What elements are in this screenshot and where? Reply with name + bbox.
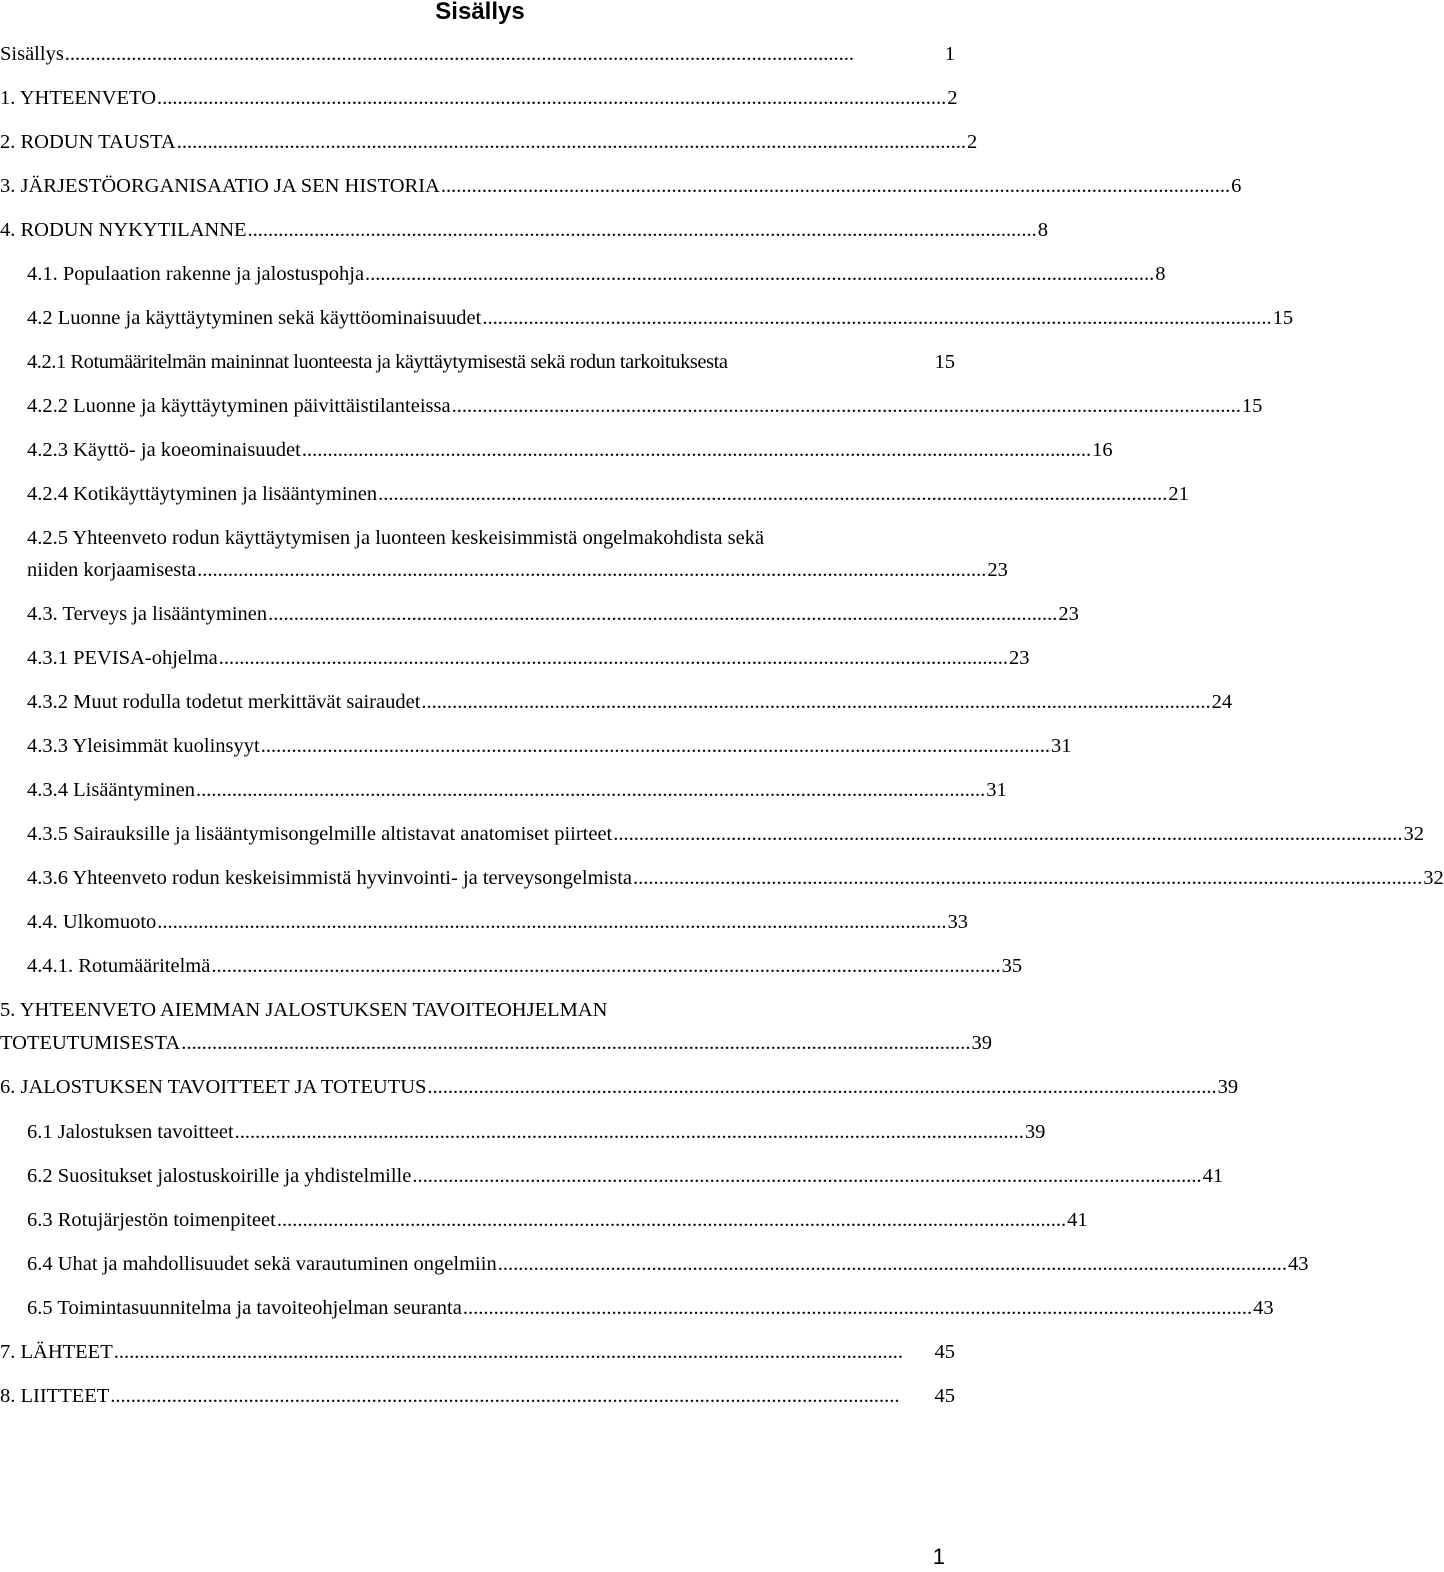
toc-entry[interactable]	[27, 778, 1007, 802]
toc-entry[interactable]	[27, 822, 1425, 846]
toc-entry-label: 4.3. Terveys ja lisääntyminen	[27, 603, 268, 625]
toc-entry-label: 3. JÄRJESTÖORGANISAATIO JA SEN HISTORIA	[0, 175, 440, 197]
toc-entry-label: niiden korjaamisesta	[27, 559, 197, 581]
toc-entry-page: 45	[934, 1385, 955, 1407]
dot-leader: ..........................................................................................................................................................	[427, 1076, 1217, 1098]
dot-leader: ..........................................................................................................................................................	[378, 483, 1168, 505]
toc-entry-page: 39	[1024, 1121, 1046, 1143]
toc-entry-label: 6.1 Jalostuksen tavoitteet	[27, 1121, 234, 1143]
toc-entry-label: 4.4.1. Rotumääritelmä	[27, 955, 211, 977]
toc-entry-page: 33	[947, 911, 969, 933]
toc-entry-label: 6.4 Uhat ja mahdollisuudet sekä varautuminen ongelmiin	[27, 1253, 497, 1275]
toc-entry-label: 4.2.2 Luonne ja käyttäytyminen päivittäistilanteissa	[27, 395, 451, 417]
toc-entry-label: 8. LIITTEET	[0, 1385, 110, 1407]
toc-entry-label: 4. RODUN NYKYTILANNE	[0, 219, 247, 241]
toc-entry-label: 4.3.5 Sairauksille ja lisääntymisongelmille altistavat anatomiset piirteet	[27, 823, 613, 845]
dot-leader: ..........................................................................................................................................................	[497, 1253, 1287, 1275]
toc-entry[interactable]	[27, 646, 1030, 670]
toc-entry-page: 23	[987, 559, 1008, 581]
toc-entry-page: 15	[1272, 307, 1294, 329]
dot-leader: ..........................................................................................................................................................	[197, 559, 987, 581]
toc-entry[interactable]	[27, 866, 1444, 890]
toc-entry[interactable]	[27, 690, 1233, 714]
toc-entry-label: 4.2.1 Rotumääritelmän maininnat luonteesta ja käyttäytymisestä sekä rodun tarkoituksesta	[27, 351, 728, 373]
dot-leader: ..........................................................................................................................................................	[211, 955, 1001, 977]
toc-entry[interactable]	[0, 218, 1049, 242]
toc-entry-page: 23	[1058, 603, 1079, 625]
dot-leader: ..........................................................................................................................................................	[301, 439, 1092, 461]
toc-entry-page: 21	[1168, 483, 1189, 505]
toc-entry-label: 4.4. Ulkomuoto	[27, 911, 157, 933]
toc-entry[interactable]	[27, 350, 955, 374]
toc-entry[interactable]	[0, 42, 955, 66]
toc-entry-page: 8	[1155, 263, 1166, 285]
dot-leader: ..........................................................................................................................................................	[110, 1385, 900, 1407]
toc-entry[interactable]	[27, 394, 1263, 418]
toc-entry[interactable]	[0, 130, 978, 154]
toc-entry-label: 1. YHTEENVETO	[0, 87, 157, 109]
toc-entry-label: 4.2 Luonne ja käyttäytyminen sekä käyttöominaisuudet	[27, 307, 482, 329]
dot-leader: ..........................................................................................................................................................	[462, 1297, 1253, 1319]
dot-leader: ..........................................................................................................................................................	[613, 823, 1403, 845]
toc-entry-label: 7. LÄHTEET	[0, 1341, 113, 1363]
dot-leader: ..........................................................................................................................................................	[195, 779, 986, 801]
dot-leader: ..........................................................................................................................................................	[482, 307, 1272, 329]
dot-leader: ..........................................................................................................................................................	[247, 219, 1037, 241]
toc-entry-page: 31	[1050, 735, 1072, 757]
dot-leader: ..........................................................................................................................................................	[157, 87, 947, 109]
toc-entry-label: 4.3.2 Muut rodulla todetut merkittävät sairaudet	[27, 691, 421, 713]
toc-entry-label: Sisällys	[0, 43, 64, 65]
toc-entry[interactable]	[27, 306, 1294, 330]
toc-entry-page: 2	[966, 131, 978, 153]
toc-entry-page: 39	[971, 1032, 992, 1054]
toc-entry[interactable]	[0, 1384, 955, 1408]
toc-entry-page: 41	[1202, 1165, 1224, 1187]
dot-leader: ..........................................................................................................................................................	[234, 1121, 1024, 1143]
toc-entry-label: 2. RODUN TAUSTA	[0, 131, 176, 153]
dot-leader: ..........................................................................................................................................................	[421, 691, 1211, 713]
toc-entry[interactable]	[0, 174, 1242, 198]
dot-leader: ..........................................................................................................................................................	[633, 867, 1423, 889]
toc-entry[interactable]	[27, 1252, 1309, 1276]
dot-leader: ..........................................................................................................................................................	[451, 395, 1241, 417]
dot-leader: ..........................................................................................................................................................	[440, 175, 1231, 197]
toc-entry-page: 2	[947, 87, 958, 109]
toc-entry-page: 15	[934, 351, 955, 373]
toc-entry[interactable]	[27, 734, 1072, 758]
toc-entry-page: 23	[1009, 647, 1030, 669]
toc-entry[interactable]	[0, 1340, 955, 1364]
dot-leader: ..........................................................................................................................................................	[64, 43, 855, 65]
toc-entry[interactable]	[27, 602, 1079, 626]
toc-entry[interactable]	[0, 1075, 1239, 1099]
toc-entry-first-line[interactable]: 5. YHTEENVETO AIEMMAN JALOSTUKSEN TAVOITEOHJELMAN	[0, 999, 608, 1021]
toc-entry-page: 35	[1001, 955, 1023, 977]
toc-entry-label: 4.1. Populaation rakenne ja jalostuspohja	[27, 263, 365, 285]
toc-entry-page: 8	[1037, 219, 1049, 241]
toc-entry-page: 15	[1241, 395, 1263, 417]
toc-entry[interactable]	[27, 558, 1008, 582]
toc-entry-page: 16	[1092, 439, 1113, 461]
toc-entry-page: 1	[944, 43, 955, 65]
toc-entry-page: 32	[1403, 823, 1425, 845]
page-title: Sisällys	[435, 0, 525, 25]
toc-entry-page: 31	[986, 779, 1007, 801]
dot-leader: ..........................................................................................................................................................	[181, 1032, 971, 1054]
toc-entry[interactable]	[0, 86, 958, 110]
toc-entry-label: 6. JALOSTUKSEN TAVOITTEET JA TOTEUTUS	[0, 1076, 427, 1098]
dot-leader: ..........................................................................................................................................................	[176, 131, 966, 153]
toc-entry-label: 4.3.4 Lisääntyminen	[27, 779, 195, 801]
dot-leader: ..........................................................................................................................................................	[412, 1165, 1202, 1187]
toc-entry[interactable]	[27, 1164, 1224, 1188]
toc-entry-label: 4.3.3 Yleisimmät kuolinsyyt	[27, 735, 260, 757]
toc-entry[interactable]	[27, 1120, 1046, 1144]
toc-entry-label: 6.2 Suositukset jalostuskoirille ja yhdistelmille	[27, 1165, 412, 1187]
dot-leader: ..........................................................................................................................................................	[113, 1341, 903, 1363]
toc-entry[interactable]	[0, 1031, 992, 1055]
toc-entry-page: 6	[1231, 175, 1242, 197]
toc-entry[interactable]	[27, 262, 1166, 286]
page-number: 1	[932, 1544, 945, 1569]
dot-leader: ..........................................................................................................................................................	[268, 603, 1058, 625]
dot-leader: ..........................................................................................................................................................	[276, 1209, 1067, 1231]
toc-entry-label: 4.3.6 Yhteenveto rodun keskeisimmistä hyvinvointi- ja terveysongelmista	[27, 867, 633, 889]
toc-entry[interactable]	[27, 954, 1023, 978]
toc-entry-label: TOTEUTUMISESTA	[0, 1032, 181, 1054]
dot-leader: ..........................................................................................................................................................	[260, 735, 1050, 757]
toc-entry-label: 6.5 Toimintasuunnitelma ja tavoiteohjelman seuranta	[27, 1297, 462, 1319]
toc-entry-label: 4.2.4 Kotikäyttäytyminen ja lisääntyminen	[27, 483, 378, 505]
toc-entry[interactable]	[27, 1296, 1274, 1320]
toc-entry-first-line[interactable]: 4.2.5 Yhteenveto rodun käyttäytymisen ja luonteen keskeisimmistä ongelmakohdista sekä	[27, 527, 765, 549]
toc-entry-page: 24	[1211, 691, 1233, 713]
dot-leader: ..........................................................................................................................................................	[365, 263, 1155, 285]
toc-entry-page: 39	[1217, 1076, 1239, 1098]
toc-entry-page: 45	[934, 1341, 955, 1363]
toc-entry-page: 32	[1423, 867, 1444, 889]
dot-leader: ..........................................................................................................................................................	[218, 647, 1008, 669]
toc-entry-page: 43	[1253, 1297, 1274, 1319]
toc-entry-label: 6.3 Rotujärjestön toimenpiteet	[27, 1209, 276, 1231]
toc-entry-label: 4.2.3 Käyttö- ja koeominaisuudet	[27, 439, 301, 461]
toc-entry-page: 43	[1287, 1253, 1309, 1275]
toc-entry[interactable]	[27, 438, 1113, 462]
toc-entry-label: 4.3.1 PEVISA-ohjelma	[27, 647, 218, 669]
dot-leader: ..........................................................................................................................................................	[157, 911, 947, 933]
toc-entry[interactable]	[27, 482, 1189, 506]
toc-entry-page: 41	[1067, 1209, 1088, 1231]
toc-entry[interactable]	[27, 910, 969, 934]
toc-entry[interactable]	[27, 1208, 1088, 1232]
